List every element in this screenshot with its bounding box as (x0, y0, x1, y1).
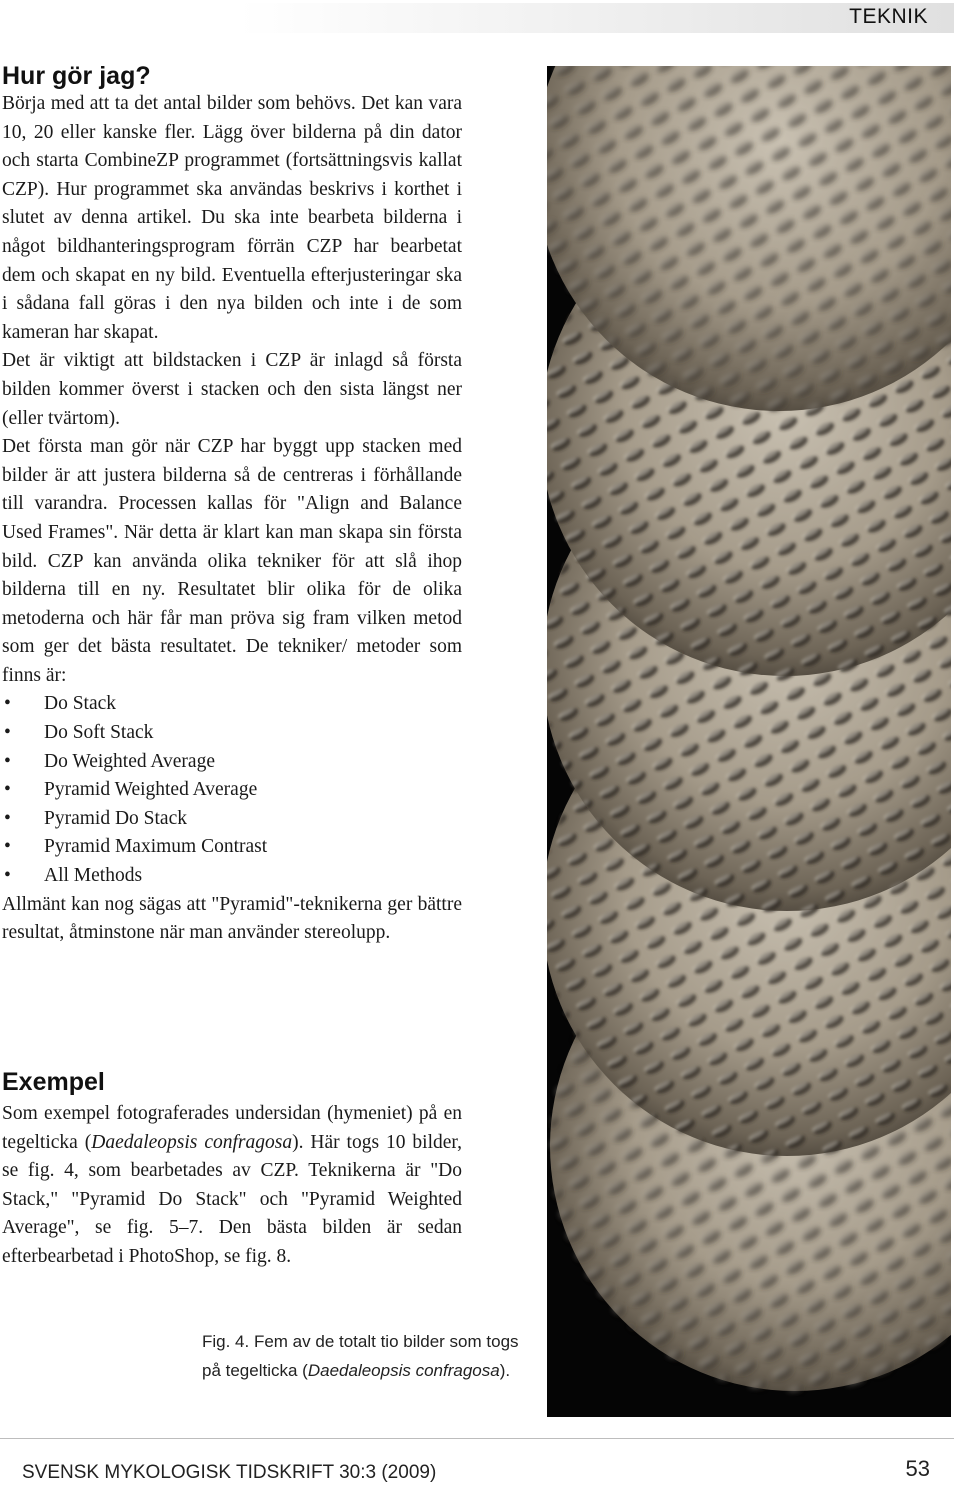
methods-list-item: • Pyramid Do Stack (2, 805, 462, 834)
bullet-icon: • (4, 836, 11, 858)
bullet-icon: • (4, 865, 11, 887)
howto-heading: Hur gör jag? (2, 62, 151, 90)
howto-closing: Allmänt kan nog sägas att "Pyramid"-teknikerna ger bättre resultat, åtminstone när man använder stereolupp. (2, 893, 462, 944)
caption-species-name: Daedaleopsis confragosa (307, 1360, 500, 1380)
bullet-icon: • (4, 750, 11, 772)
footer-divider (0, 1438, 954, 1439)
figure-photo-strip (547, 66, 951, 1417)
photo-stack-image (547, 66, 951, 1417)
bullet-icon: • (4, 807, 11, 829)
section-label: TEKNIK (849, 5, 928, 28)
methods-list-item: • Pyramid Weighted Average (2, 776, 462, 805)
howto-paragraph-1: Börja med att ta det antal bilder som behövs. Det kan vara 10, 20 eller kanske fler. Lägg över bilderna på din dator och starta CombineZP programmet (fortsättningsvis kallat CZP). Hur programmet ska användas beskrivs i korthet i slutet av denna artikel. Du ska inte bearbeta bilderna i något bildhanteringsprogram förrän CZP har bearbetat dem och skapat en ny bild. Eventuella efterjusteringar ska i sådana fall göras i den nya bilden och inte i de som kameran har skapat. (2, 93, 462, 343)
howto-paragraph-3: Det första man gör när CZP har byggt upp stacken med bilder är att justera bilderna så de centreras i förhållande till varandra. Processen kallas för "Align and Balance Used Frames". När detta är klart kan man skapa sin första bild. CZP kan använda olika tekniker för att slå ihop bilderna till en ny. Resultatet blir olika för de olika metoderna och här får man pröva sig fram vilken metod som ger det bästa resultatet. De tekniker/ metoder som finns är: (2, 436, 462, 686)
bullet-icon: • (4, 693, 11, 715)
example-heading: Exempel (2, 1068, 105, 1096)
species-name: Daedaleopsis confragosa (91, 1131, 293, 1153)
methods-list-item: • All Methods (2, 862, 462, 891)
methods-list-item: • Do Stack (2, 690, 462, 719)
howto-paragraph-2: Det är viktigt att bildstacken i CZP är inlagd så första bilden kommer överst i stacken och den sista längst ner (eller tvärtom). (2, 350, 462, 429)
example-paragraph: Som exempel fotograferades undersidan (hymeniet) på en tegelticka (Daedaleopsis confragosa). Här togs 10 bilder, se fig. 4, som bearbetades av CZP. Teknikerna är "Do Stack," "Pyramid Do Stack" och "Pyramid Weighted Average", se fig. 5–7. Den bästa bilden är sedan efterbearbetad i PhotoShop, se fig. 8. (2, 1103, 463, 1267)
example-section (2, 1066, 462, 1272)
page-number: 53 (905, 1456, 930, 1481)
bullet-icon: • (4, 722, 11, 744)
methods-list-item: • Do Soft Stack (2, 719, 462, 748)
howto-section (2, 60, 462, 948)
footer-journal-title: SVENSK MYKOLOGISK TIDSKRIFT 30:3 (2009) (22, 1462, 437, 1483)
figure-caption: Fig. 4. Fem av de totalt tio bilder som togs på tegelticka (Daedaleopsis confragosa). (202, 1332, 519, 1380)
methods-list-item: • Do Weighted Average (2, 748, 462, 777)
header-band (0, 3, 954, 33)
methods-list-item: • Pyramid Maximum Contrast (2, 833, 462, 862)
bullet-icon: • (4, 779, 11, 801)
methods-list (2, 690, 462, 890)
